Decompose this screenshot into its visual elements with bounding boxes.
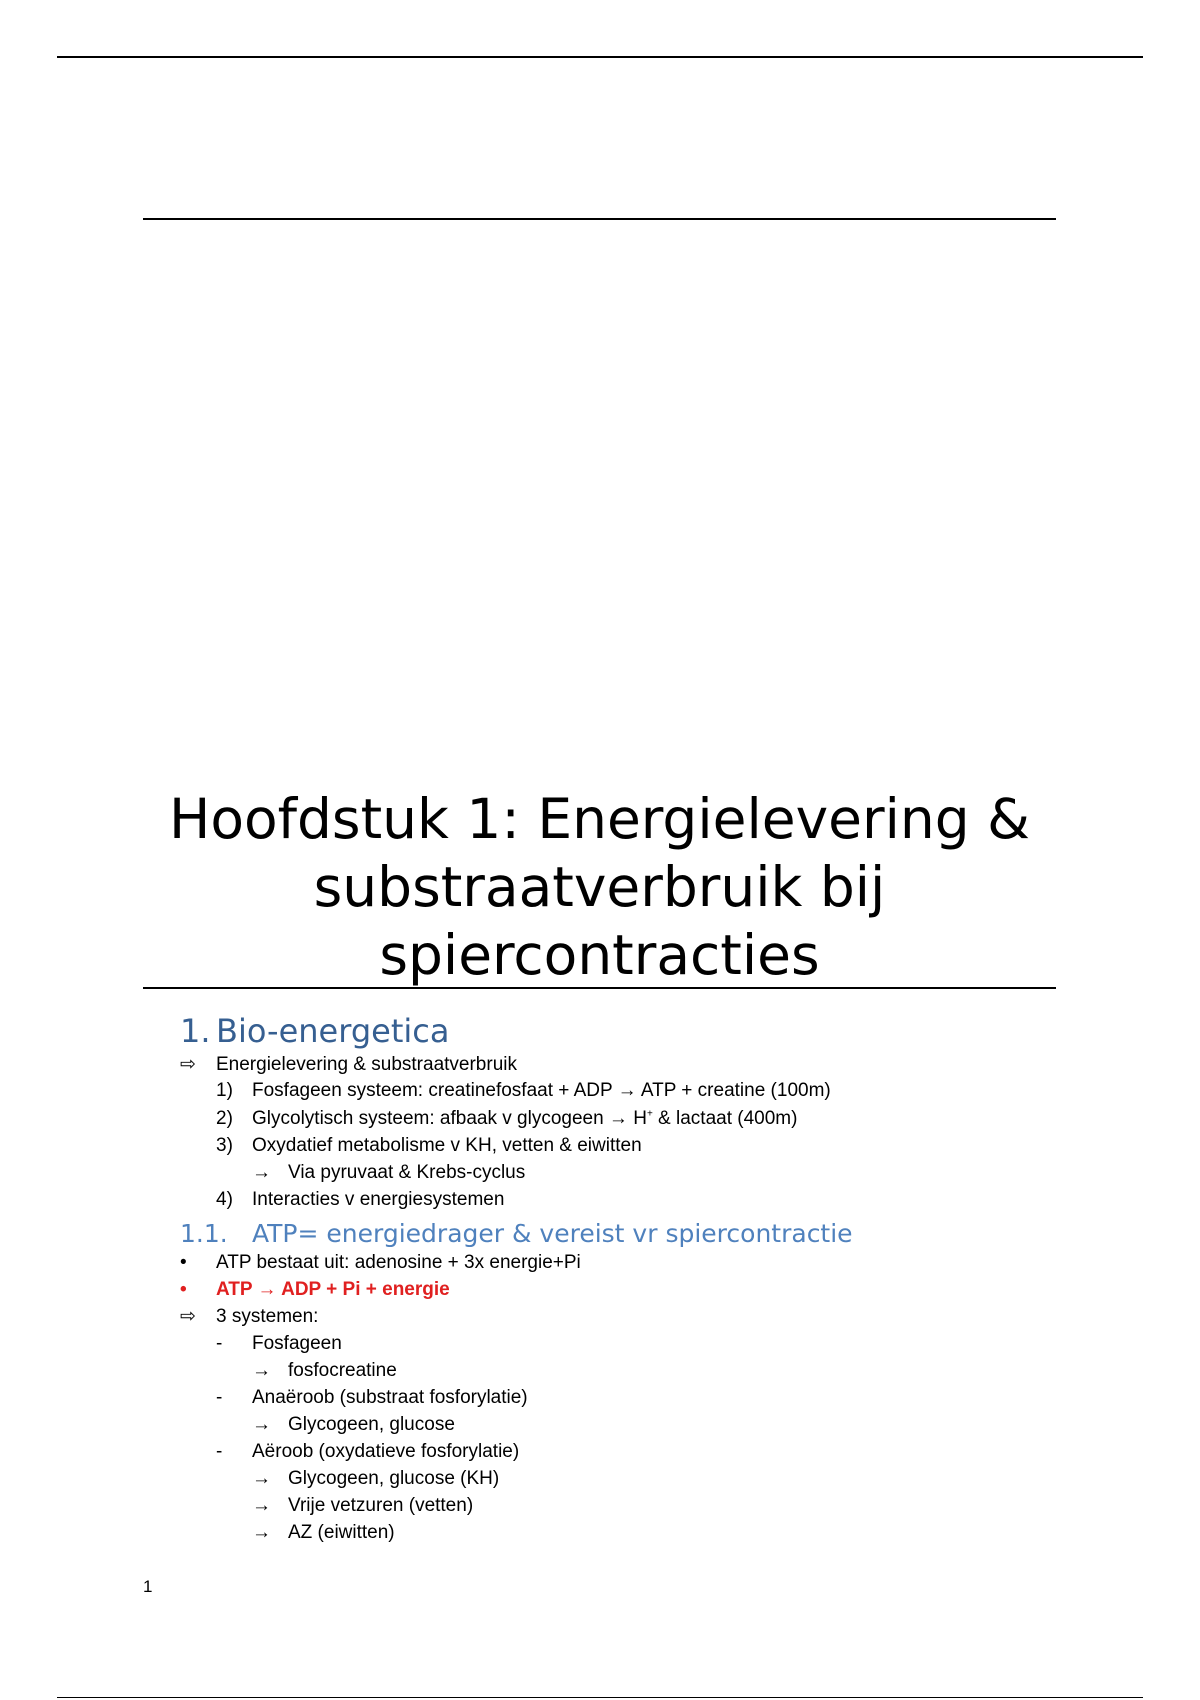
list-item: 1) Fosfageen systeem: creatinefosfaat + ADP → ATP + creatine (100m) — [216, 1080, 831, 1101]
document-title: Hoofdstuk 1: Energielevering & substraatverbruik bij spiercontracties — [168, 787, 1030, 987]
arrow-icon: ⇨ — [180, 1306, 196, 1327]
list-item: 3) Oxydatief metabolisme v KH, vetten & eiwitten — [216, 1135, 642, 1156]
section-number: 1. — [180, 1012, 211, 1050]
list-item: • ATP bestaat uit: adenosine + 3x energie+Pi — [180, 1250, 581, 1276]
list-item: → Vrije vetzuren (vetten) — [252, 1495, 474, 1516]
top-rule — [57, 56, 1143, 58]
section-title: Bio-energetica — [216, 1012, 450, 1050]
list-item: 4) Interacties v energiesystemen — [216, 1189, 505, 1210]
section-title: ATP= energiedrager & vereist vr spiercontractie — [252, 1219, 853, 1248]
bullet-icon: • — [180, 1252, 187, 1273]
list-item: - Fosfageen — [216, 1333, 342, 1354]
list-item: - Aëroob (oxydatieve fosforylatie) — [216, 1441, 520, 1462]
list-item-highlight: • ATP → ADP + Pi + energie — [180, 1277, 450, 1303]
list-item: → Glycogeen, glucose (KH) — [252, 1468, 500, 1489]
title-bottom-rule — [143, 987, 1056, 989]
section-heading-bio-energetica — [180, 1010, 449, 1052]
list-item: → fosfocreatine — [252, 1360, 397, 1381]
arrow-icon: ⇨ — [180, 1054, 196, 1075]
list-item: - Anaëroob (substraat fosforylatie) — [216, 1387, 528, 1408]
section-number: 1.1. — [180, 1219, 228, 1248]
bullet-icon: • — [180, 1279, 187, 1300]
list-item: → Glycogeen, glucose — [252, 1414, 455, 1435]
list-item: ⇨ Energielevering & substraatverbruik — [180, 1052, 517, 1078]
section-heading-atp — [180, 1217, 853, 1251]
list-item: → Via pyruvaat & Krebs-cyclus — [252, 1162, 526, 1183]
list-item: ⇨ 3 systemen: — [180, 1304, 318, 1330]
list-item: 2) Glycolytisch systeem: afbaak v glycogeen → H+ & lactaat (400m) — [216, 1108, 798, 1129]
title-top-rule — [143, 218, 1056, 220]
bottom-rule — [57, 1697, 1143, 1698]
list-item: → AZ (eiwitten) — [252, 1522, 395, 1543]
page-number: 1 — [143, 1577, 153, 1596]
